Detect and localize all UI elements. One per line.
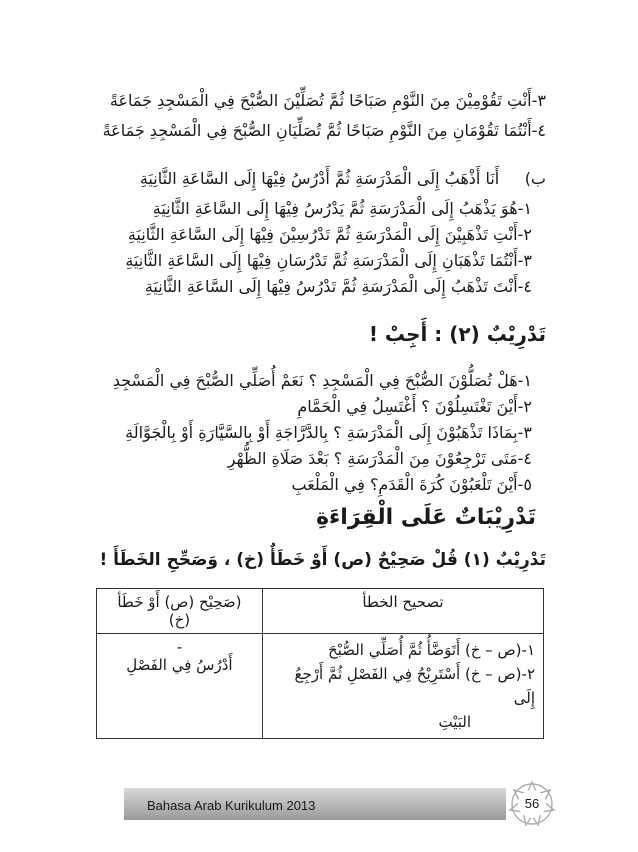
table-header-row [97,589,544,634]
answer-2: أَدْرُسُ فِي الفَصْلِ [126,656,233,674]
statement-2: ٢-(ص – خ) أَسْتَرِيْحُ فِي الفَصْلِ ثُمَّ أَرْجِعُ إِلَى [294,665,535,707]
top-line-4: ٤-أَنْتُمَا تَقُوْمَانِ مِنَ النَّوْمِ صَبَاحًا ثُمَّ تُصَلِّيَانِ الصُّبْحَ فِي الْمَسْجِدِ جَمَاعَةً [102,121,546,140]
table-row [97,634,544,739]
page-number: 56 [524,796,540,811]
exercise-2-item-5: ٥-أَيْنَ تَلْعَبُوْنَ كُرَةَ الْقَدَمِ؟ فِي الْمَلْعَبِ [291,475,532,494]
section-b-item-4: ٤-أَنْتَ تَذْهَبُ إِلَى الْمَدْرَسَةِ ثُمَّ تَدْرُسُ فِيْهَا إِلَى السَّاعَةِ الثَّانِيَةِ [144,277,532,296]
exercise-2-item-2: ٢-أَيْنَ تَغْتَسِلُوْنَ ؟ أَغْتَسِلُ فِي الْحَمَّامِ [297,397,532,416]
table-cell-answers [97,634,263,739]
section-b-label: ب) [524,169,546,188]
section-b-first: أَنَا أَذْهَبُ إِلَى الْمَدْرَسَةِ ثُمَّ أَدْرُسُ فِيْهَا إِلَى السَّاعَةِ الثَّانِيَةِ [139,169,500,188]
exercise-2-item-3: ٣-بِمَاذَا تَذْهَبُوْنَ إِلَى الْمَدْرَسَةِ ؟ بِالدَّرَّاجَةِ أَوْ بِالسَّيَّارَةِ أَوْ بِالْجَوَّالَةِ [125,423,532,442]
answer-1: - [176,638,183,656]
correction-table [96,588,544,739]
header-true-false: (صَحِيْح (ص) أَوْ خَطَأ (خ) [97,589,263,634]
statement-2-cont: البَيْتِ [438,713,471,731]
statement-1: ١-(ص – خ) أَتَوَضَّأُ ثُمَّ أُصَلِّي الصُّبْحَ [328,641,535,659]
header-correction: تصحيح الخطأ [262,589,543,634]
section-b-item-2: ٢-أَنْتِ تَذْهَبِيْنَ إِلَى الْمَدْرَسَةِ ثُمَّ تَدْرُسِيْنَ فِيْهَا إِلَى السَّاعَةِ الثَّانِيَةِ [127,225,532,244]
section-b-item-3: ٣-أَنْتُمَا تَذْهَبَانِ إِلَى الْمَدْرَسَةِ ثُمَّ تَدْرُسَانِ فِيْهَا إِلَى السَّاعَةِ الثَّانِيَةِ [125,251,532,270]
footer-text: Bahasa Arab Kurikulum 2013 [147,798,316,813]
exercise-2-item-4: ٤-مَتَى تَرْجِعُوْنَ مِنَ الْمَدْرَسَةِ ؟ بَعْدَ صَلَاةِ الظُّهْرِ [227,449,532,468]
reading-heading: تَدْرِيْبَاتٌ عَلَى الْقِرَاءَةِ [316,505,536,530]
section-b-first-line [140,168,546,190]
exercise-2-heading: تَدْرِيْبٌ (٢) : أَجِبْ ! [368,322,546,346]
section-b-item-1: ١-هُوَ يَذْهَبُ إِلَى الْمَدْرَسَةِ ثُمَّ يَدْرُسُ فِيْهَا إِلَى السَّاعَةِ الثَّانِيَةِ [152,199,532,218]
table-cell-statements [262,634,543,739]
exercise-2-item-1: ١-هَلْ تُصَلُّوْنَ الصُّبْحَ فِي الْمَسْجِدِ ؟ نَعَمْ أُصَلِّي الصُّبْحَ فِي الْمَسْجِدِ [112,371,532,390]
exercise-1-heading: تَدْرِيْبٌ (١) قُلْ صَحِيْحٌ (ص) أَوْ خَطَأٌ (خ) ، وَصَحِّحِ الخَطَأَ ! [99,550,546,570]
top-line-3: ٣-أَنْتِ تَقُوْمِيْنَ مِنَ النَّوْمِ صَبَاحًا ثُمَّ تُصَلِّيْنَ الصُّبْحَ فِي الْمَسْجِدِ جَمَاعَةً [109,91,546,110]
